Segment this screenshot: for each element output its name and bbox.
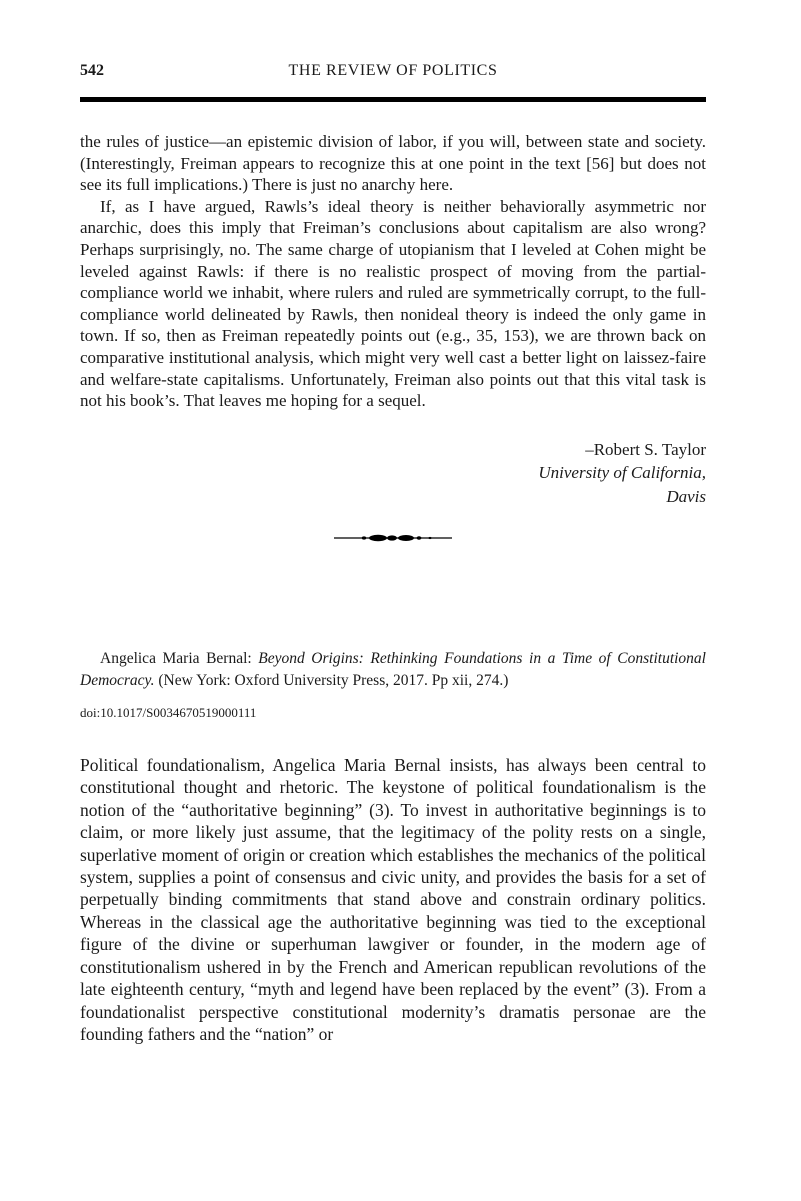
page-number: 542 xyxy=(80,62,104,79)
reviewer-signature xyxy=(80,438,706,509)
book-authors: Angelica Maria Bernal: xyxy=(100,650,259,668)
body-paragraph: Political foundationalism, Angelica Maria Bernal insists, has always been central to constitutional thought and rhetoric. The keystone of political foundationalism is the notion of the “authoritative beginning” (3). To invest in authoritative beginnings is to claim, or more likely just assume, that the legitimacy of the polity rests on a single, superlative moment of origin or creation which establishes the mechanics of the political system, supplies a point of consensus and civic unity, and provides the basis for a set of perpetually binding commitments that stand above and constrain ordinary politics. Whereas in the classical age the authoritative beginning was tied to the exceptional figure of the divine or superhuman lawgiver or founder, in the modern age of constitutionalism ushered in by the French and American republican revolutions of the late eighteenth century, “myth and legend have been replaced by the event” (3). From a foundationalist perspective constitutional modernity’s dramatis personae are the founding fathers and the “nation” or xyxy=(80,755,706,1044)
body-paragraph: If, as I have argued, Rawls’s ideal theory is neither behaviorally asymmetric nor anarchic, does this imply that Freiman’s conclusions about capitalism are also wrong? Perhaps surprisingly, no. The same charge of utopianism that I leveled at Cohen might be leveled against Rawls: if there is no realistic prospect of moving from the partial-compliance world we inhabit, where rulers and ruled are symmetrically corrupt, to the full-compliance world delineated by Rawls, then nonideal theory is indeed the only game in town. If so, then as Freiman repeatedly points out (e.g., 35, 153), we are thrown back on comparative institutional analysis, which might very well cast a better light on laissez-faire and welfare-state capitalisms. Unfortunately, Freiman also points out that this vital task is not his book’s. That leaves me hoping for a sequel. xyxy=(80,196,706,411)
ornament-rule-icon xyxy=(334,532,452,544)
header-rule xyxy=(80,97,706,102)
doi-text: doi:10.1017/S0034670519000111 xyxy=(80,705,257,721)
book-title: Beyond Origins: Rethinking Foundations in a Time of Constitutional Democracy. xyxy=(80,650,706,689)
reviewer-affiliation: University of California, xyxy=(538,463,706,483)
reviewer-name: –Robert S. Taylor xyxy=(585,439,706,459)
body-paragraph: the rules of justice—an epistemic division of labor, if you will, between state and society. (Interestingly, Freiman appears to recognize this at one point in the text [56] but does not see its full implications.) There is just no anarchy here. xyxy=(80,132,706,195)
review-conclusion-section xyxy=(80,131,706,412)
journal-title: THE REVIEW OF POLITICS xyxy=(288,62,498,79)
reviewer-affiliation-city: Davis xyxy=(666,486,706,506)
book-publication-info: (New York: Oxford University Press, 2017. Pp xii, 274.) xyxy=(154,671,509,689)
book-review-heading xyxy=(80,648,706,691)
section-divider xyxy=(80,532,706,544)
running-head xyxy=(80,62,706,82)
review-body-section xyxy=(80,754,706,1045)
